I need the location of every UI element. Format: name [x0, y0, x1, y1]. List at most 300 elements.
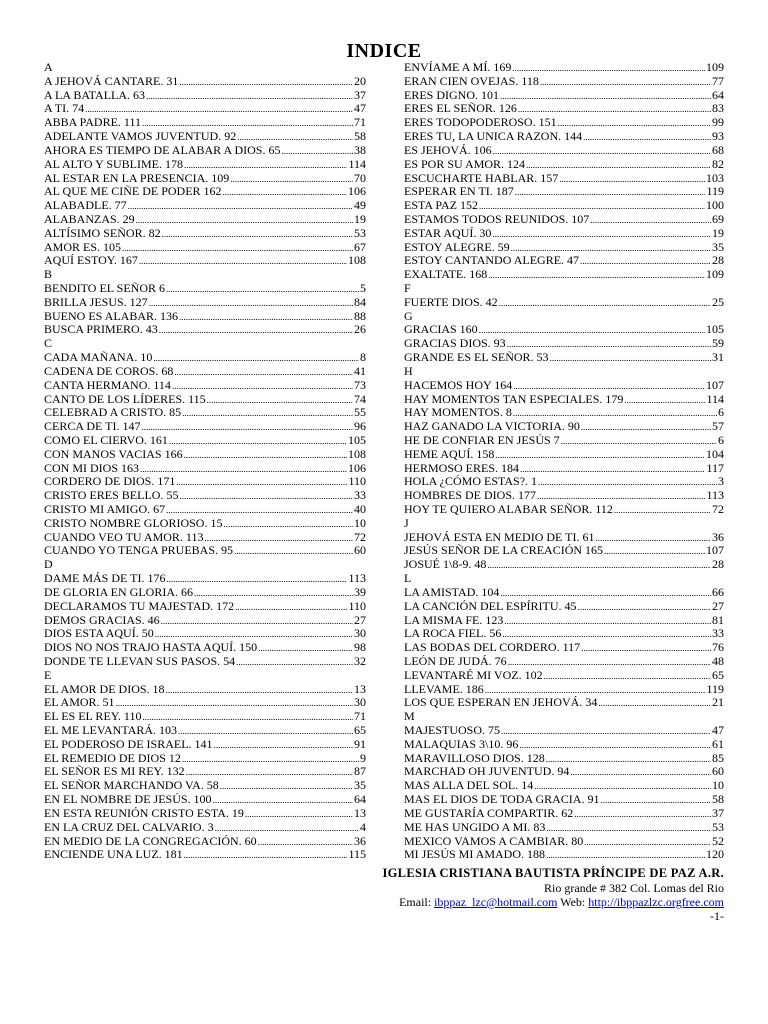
entry-page: 109 — [706, 268, 724, 282]
entry-page: 13 — [354, 682, 366, 696]
entry-title: EL REMEDIO DE DIOS 12 — [44, 751, 181, 765]
index-entry — [44, 517, 366, 531]
dot-leader — [142, 117, 353, 130]
dot-leader — [499, 297, 711, 310]
entry-title: CERCA DE TI. 147 — [44, 420, 141, 434]
index-entry — [404, 779, 724, 793]
entry-title: LA MISMA FE. 123 — [404, 613, 504, 627]
entry-page: 58 — [712, 793, 724, 807]
index-entry — [44, 724, 366, 738]
entry-page: 119 — [706, 682, 724, 696]
dot-leader — [139, 255, 347, 268]
entry-page: 58 — [354, 130, 366, 144]
dot-leader — [580, 255, 711, 268]
entry-page: 105 — [348, 433, 366, 447]
entry-title: ESCUCHARTE HABLAR. 157 — [404, 171, 559, 185]
index-entry — [404, 655, 724, 669]
index-entry — [44, 144, 366, 158]
entry-title: EL ME LEVANTARÁ. 103 — [44, 724, 178, 737]
dot-leader — [537, 490, 705, 503]
dot-leader — [178, 725, 353, 738]
index-entry — [404, 337, 724, 351]
entry-page: 53 — [354, 226, 366, 240]
entry-title: A LA BATALLA. 63 — [44, 88, 146, 102]
section-letter — [404, 365, 724, 379]
entry-page: 49 — [354, 199, 366, 213]
index-entry — [404, 393, 724, 407]
dot-leader — [204, 532, 353, 545]
index-entry — [404, 503, 724, 517]
dot-leader — [184, 849, 348, 862]
entry-page: 88 — [354, 309, 366, 323]
entry-page: 19 — [712, 226, 724, 240]
index-entry — [404, 558, 724, 572]
dot-leader — [598, 697, 711, 710]
index-entry — [404, 586, 724, 600]
index-entry — [44, 779, 366, 793]
index-entry — [44, 710, 366, 724]
entry-title: MARAVILLOSO DIOS. 128 — [404, 751, 545, 765]
entry-title: ADELANTE VAMOS JUVENTUD. 92 — [44, 130, 237, 144]
dot-leader — [155, 628, 353, 641]
dot-leader — [184, 159, 347, 172]
entry-page: 71 — [354, 116, 366, 130]
entry-page: 71 — [354, 710, 366, 724]
dot-leader — [500, 90, 711, 103]
dot-leader — [501, 725, 711, 738]
entry-page: 87 — [354, 765, 366, 779]
index-entry — [44, 89, 366, 103]
entry-title: ERES TU, LA UNICA RAZON. 144 — [404, 130, 583, 144]
entry-title: ESTAR AQUÍ. 30 — [404, 226, 492, 240]
index-entry — [44, 185, 366, 199]
entry-title: EL AMOR. 51 — [44, 696, 115, 710]
entry-page: 6 — [718, 406, 724, 420]
entry-title: JEHOVÁ ESTA EN MEDIO DE TI. 61 — [404, 530, 595, 544]
index-entry — [44, 116, 366, 130]
index-entry — [44, 531, 366, 545]
dot-leader — [518, 103, 711, 116]
index-entry — [44, 641, 366, 655]
entry-title: CORDERO DE DIOS. 171 — [44, 475, 176, 489]
entry-page: 30 — [354, 627, 366, 641]
entry-title: CRISTO MI AMIGO. 67 — [44, 503, 166, 516]
entry-title: CANTO DE LOS LÍDERES. 115 — [44, 392, 206, 406]
dot-leader — [600, 794, 711, 807]
index-entry — [404, 351, 724, 365]
entry-title: HERMOSO ERES. 184 — [404, 461, 520, 475]
entry-page: 82 — [712, 157, 724, 171]
dot-leader — [179, 490, 353, 503]
dot-leader — [581, 642, 711, 655]
dot-leader — [182, 407, 353, 420]
entry-title: MI JESÚS MI AMADO. 188 — [404, 848, 546, 862]
dot-leader — [215, 822, 359, 835]
index-entry — [404, 475, 724, 489]
section-letter-label: C — [44, 337, 53, 351]
entry-title: LEÓN DE JUDÁ. 76 — [404, 654, 507, 668]
dot-leader — [492, 228, 711, 241]
entry-title: CON MANOS VACIAS 166 — [44, 447, 183, 461]
entry-page: 91 — [354, 737, 366, 751]
dot-leader — [245, 808, 353, 821]
index-entry — [404, 61, 724, 75]
dot-leader — [220, 780, 353, 793]
entry-page: 28 — [712, 254, 724, 268]
dot-leader — [546, 753, 711, 766]
dot-leader — [223, 518, 353, 531]
entry-page: 93 — [712, 130, 724, 144]
dot-leader — [172, 380, 353, 393]
index-entry — [44, 600, 366, 614]
dot-leader — [162, 228, 353, 241]
entry-title: DONDE TE LLEVAN SUS PASOS. 54 — [44, 654, 236, 668]
entry-title: EN ESTA REUNIÓN CRISTO ESTA. 19 — [44, 806, 244, 820]
dot-leader — [515, 186, 706, 199]
entry-page: 60 — [354, 544, 366, 558]
dot-leader — [550, 352, 711, 365]
entry-page: 76 — [712, 641, 724, 655]
entry-page: 57 — [712, 420, 724, 434]
dot-leader — [581, 421, 711, 434]
entry-page: 103 — [706, 171, 724, 185]
entry-page: 37 — [712, 806, 724, 820]
entry-title: MAS ALLA DEL SOL. 14 — [404, 779, 534, 793]
entry-title: A JEHOVÁ CANTARE. 31 — [44, 74, 179, 88]
entry-page: 120 — [706, 848, 724, 862]
dot-leader — [507, 338, 711, 351]
dot-leader — [508, 656, 711, 669]
dot-leader — [614, 504, 711, 517]
index-entry — [44, 696, 366, 710]
entry-page: 60 — [712, 765, 724, 779]
entry-title: ABBA PADRE. 111 — [44, 116, 142, 130]
index-entry — [44, 323, 366, 337]
index-entry — [44, 282, 366, 296]
dot-leader — [166, 283, 359, 296]
dot-leader — [179, 311, 353, 324]
index-entry — [404, 199, 724, 213]
entry-title: EXALTATE. 168 — [404, 268, 488, 282]
index-entry — [404, 724, 724, 738]
entry-page: 28 — [712, 558, 724, 572]
entry-title: LA CANCIÓN DEL ESPÍRITU. 45 — [404, 599, 577, 613]
entry-title: GRACIAS DIOS. 93 — [404, 337, 506, 351]
entry-page: 107 — [706, 544, 724, 558]
index-entry — [44, 227, 366, 241]
dot-leader — [546, 849, 705, 862]
dot-leader — [194, 587, 353, 600]
entry-page: 73 — [354, 378, 366, 392]
section-letter — [404, 310, 724, 324]
dot-leader — [281, 145, 353, 158]
entry-title: EN MEDIO DE LA CONGREGACIÓN. 60 — [44, 834, 257, 848]
dot-leader — [128, 200, 353, 213]
entry-title: DAME MÁS DE TI. 176 — [44, 572, 166, 586]
entry-page: 26 — [354, 323, 366, 337]
section-letter-label: F — [404, 282, 411, 295]
index-entry — [404, 268, 724, 282]
entry-title: HACEMOS HOY 164 — [404, 378, 513, 392]
entry-page: 47 — [712, 724, 724, 737]
entry-title: CADENA DE COROS. 68 — [44, 364, 174, 378]
dot-leader — [558, 117, 711, 130]
entry-title: MARCHAD OH JUVENTUD. 94 — [404, 765, 570, 779]
email-label: Email: — [399, 895, 435, 909]
entry-title: ALTÍSIMO SEÑOR. 82 — [44, 226, 161, 240]
index-entry — [44, 296, 366, 310]
section-letter-label: J — [404, 516, 409, 530]
dot-leader — [122, 242, 353, 255]
index-entry — [44, 738, 366, 752]
entry-title: ESPERAR EN TI. 187 — [404, 185, 514, 199]
section-letter-label: H — [404, 364, 413, 378]
index-entry — [404, 627, 724, 641]
entry-page: 110 — [348, 475, 366, 489]
entry-page: 27 — [712, 599, 724, 613]
index-entry — [44, 683, 366, 697]
entry-page: 6 — [718, 433, 724, 447]
dot-leader — [141, 421, 353, 434]
entry-page: 72 — [354, 530, 366, 544]
dot-leader — [584, 836, 711, 849]
index-entry — [404, 420, 724, 434]
section-letter — [404, 572, 724, 586]
index-entry — [44, 213, 366, 227]
web-link[interactable]: http://ibppazlzc.orgfree.com — [588, 895, 724, 909]
dot-leader — [512, 62, 705, 75]
entry-title: LLEVAME. 186 — [404, 682, 484, 696]
entry-title: EL PODEROSO DE ISRAEL. 141 — [44, 737, 213, 751]
entry-page: 115 — [348, 848, 366, 862]
entry-title: DEMOS GRACIAS. 46 — [44, 613, 160, 627]
entry-page: 106 — [348, 461, 366, 475]
email-link[interactable]: ibppaz_lzc@hotmail.com — [434, 895, 558, 909]
dot-leader — [534, 780, 711, 793]
entry-title: ESTOY CANTANDO ALEGRE. 47 — [404, 254, 580, 268]
entry-title: ERES EL SEÑOR. 126 — [404, 102, 517, 116]
entry-title: EL SEÑOR ES MI REY. 132 — [44, 765, 185, 779]
index-entry — [44, 793, 366, 807]
entry-page: 48 — [712, 654, 724, 668]
entry-title: HOMBRES DE DIOS. 177 — [404, 489, 537, 503]
entry-page: 84 — [354, 295, 366, 309]
dot-leader — [520, 463, 705, 476]
index-entry — [404, 793, 724, 807]
entry-title: GRACIAS 160 — [404, 323, 478, 337]
entry-title: LOS QUE ESPERAN EN JEHOVÁ. 34 — [404, 696, 598, 710]
index-entry — [404, 130, 724, 144]
entry-title: ESTOY ALEGRE. 59 — [404, 240, 510, 254]
entry-title: A TI. 74 — [44, 102, 85, 116]
index-entry — [404, 821, 724, 835]
entry-page: 35 — [712, 240, 724, 254]
entry-page: 113 — [348, 572, 366, 586]
dot-leader — [488, 269, 705, 282]
entry-page: 106 — [348, 185, 366, 199]
index-entry — [44, 489, 366, 503]
section-letter-label: E — [44, 668, 52, 682]
dot-leader — [169, 435, 347, 448]
index-entry — [44, 475, 366, 489]
dot-leader — [583, 131, 711, 144]
index-entry — [404, 172, 724, 186]
entry-page: 32 — [354, 654, 366, 668]
index-entry — [44, 351, 366, 365]
entry-title: COMO EL CIERVO. 161 — [44, 433, 168, 447]
entry-page: 59 — [712, 337, 724, 351]
dot-leader — [166, 684, 353, 697]
entry-page: 36 — [712, 530, 724, 544]
dot-leader — [140, 463, 347, 476]
entry-title: CRISTO NOMBRE GLORIOSO. 15 — [44, 516, 223, 530]
church-name: IGLESIA CRISTIANA BAUTISTA PRÍNCIPE DE PAZ A.R. — [382, 866, 724, 880]
index-entry — [44, 448, 366, 462]
index-column-right — [404, 61, 724, 862]
entry-title: EL AMOR DE DIOS. 18 — [44, 682, 165, 696]
entry-title: ENVÍAME A MÍ. 169 — [404, 61, 512, 74]
dot-leader — [116, 697, 353, 710]
entry-page: 37 — [354, 88, 366, 102]
index-entry — [44, 393, 366, 407]
index-entry — [404, 683, 724, 697]
entry-page: 33 — [712, 627, 724, 641]
entry-page: 36 — [354, 834, 366, 848]
dot-leader — [258, 836, 353, 849]
dot-leader — [237, 131, 353, 144]
dot-leader — [590, 214, 711, 227]
dot-leader — [174, 366, 353, 379]
entry-title: CUANDO YO TENGA PRUEBAS. 95 — [44, 544, 234, 558]
dot-leader — [235, 601, 347, 614]
entry-title: ESTA PAZ 152 — [404, 199, 478, 213]
dot-leader — [161, 615, 353, 628]
index-entry — [404, 75, 724, 89]
index-entry — [404, 489, 724, 503]
entry-title: CRISTO ERES BELLO. 55 — [44, 489, 179, 503]
index-entry — [44, 199, 366, 213]
dot-leader — [179, 76, 353, 89]
entry-page: 13 — [354, 806, 366, 820]
dot-leader — [186, 766, 353, 779]
entry-title: BUENO ES ALABAR. 136 — [44, 309, 179, 323]
entry-title: FUERTE DIOS. 42 — [404, 295, 498, 309]
entry-page: 40 — [354, 503, 366, 516]
index-entry — [404, 807, 724, 821]
entry-title: ME GUSTARÍA COMPARTIR. 62 — [404, 806, 574, 820]
dot-leader — [485, 684, 706, 697]
entry-title: ALABADLE. 77 — [44, 199, 127, 213]
index-entry — [44, 462, 366, 476]
dot-leader — [234, 545, 353, 558]
entry-page: 55 — [354, 406, 366, 420]
entry-page: 65 — [354, 724, 366, 737]
dot-leader — [136, 214, 353, 227]
entry-page: 117 — [706, 461, 724, 475]
section-letter-label: G — [404, 309, 413, 323]
dot-leader — [578, 601, 711, 614]
entry-title: AMOR ES. 105 — [44, 240, 122, 254]
dot-leader — [213, 794, 353, 807]
entry-title: AL ESTAR EN LA PRESENCIA. 109 — [44, 171, 230, 185]
entry-title: DIOS NO NOS TRAJO HASTA AQUÍ. 150 — [44, 641, 258, 655]
dot-leader — [207, 394, 353, 407]
entry-title: EL ES EL REY. 110 — [44, 710, 142, 724]
entry-page: 10 — [712, 779, 724, 793]
index-entry — [404, 696, 724, 710]
dot-leader — [502, 628, 711, 641]
dot-leader — [513, 380, 705, 393]
dot-leader — [223, 186, 347, 199]
dot-leader — [559, 173, 705, 186]
entry-page: 47 — [354, 102, 366, 116]
index-entry — [44, 102, 366, 116]
entry-page: 33 — [354, 489, 366, 503]
entry-title: ERES TODOPODEROSO. 151 — [404, 116, 557, 130]
index-entry — [404, 835, 724, 849]
entry-title: ES POR SU AMOR. 124 — [404, 157, 526, 171]
index-entry — [404, 669, 724, 683]
entry-title: GRANDE ES EL SEÑOR. 53 — [404, 351, 549, 365]
dot-leader — [504, 615, 711, 628]
entry-title: DIOS ESTA AQUÍ. 50 — [44, 627, 154, 641]
dot-leader — [159, 324, 353, 337]
entry-page: 108 — [348, 254, 366, 268]
dot-leader — [495, 449, 705, 462]
entry-page: 38 — [354, 143, 366, 157]
entry-page: 61 — [712, 737, 724, 751]
entry-title: DECLARAMOS TU MAJESTAD. 172 — [44, 599, 235, 613]
section-letter — [44, 558, 366, 572]
dot-leader — [511, 242, 711, 255]
index-entry — [44, 434, 366, 448]
entry-title: ES JEHOVÁ. 106 — [404, 143, 492, 157]
page-title: INDICE — [346, 40, 422, 62]
index-entry — [404, 848, 724, 862]
entry-title: JESÚS SEÑOR DE LA CREACIÓN 165 — [404, 544, 604, 558]
entry-page: 64 — [354, 793, 366, 807]
index-entry — [44, 807, 366, 821]
entry-page: 108 — [348, 447, 366, 461]
entry-page: 52 — [712, 834, 724, 848]
entry-title: AHORA ES TIEMPO DE ALABAR A DIOS. 65 — [44, 143, 281, 157]
index-entry — [44, 310, 366, 324]
entry-page: 77 — [712, 74, 724, 88]
section-letter-label: A — [44, 61, 53, 74]
entry-page: 104 — [706, 447, 724, 461]
entry-page: 25 — [712, 295, 724, 309]
contact-line — [300, 895, 724, 910]
entry-page: 109 — [706, 61, 724, 74]
entry-title: AQUÍ ESTOY. 167 — [44, 254, 138, 268]
dot-leader — [236, 656, 353, 669]
dot-leader — [85, 103, 353, 116]
index-entry — [44, 848, 366, 862]
entry-page: 72 — [712, 503, 724, 516]
entry-page: 119 — [706, 185, 724, 199]
dot-leader — [561, 435, 717, 448]
index-entry — [44, 172, 366, 186]
dot-leader — [230, 173, 353, 186]
dot-leader — [574, 808, 711, 821]
dot-leader — [153, 352, 359, 365]
entry-title: BENDITO EL SEÑOR 6 — [44, 282, 165, 295]
dot-leader — [540, 76, 711, 89]
dot-leader — [487, 559, 711, 572]
index-entry — [44, 765, 366, 779]
entry-title: CANTA HERMANO. 114 — [44, 378, 171, 392]
index-entry — [404, 116, 724, 130]
